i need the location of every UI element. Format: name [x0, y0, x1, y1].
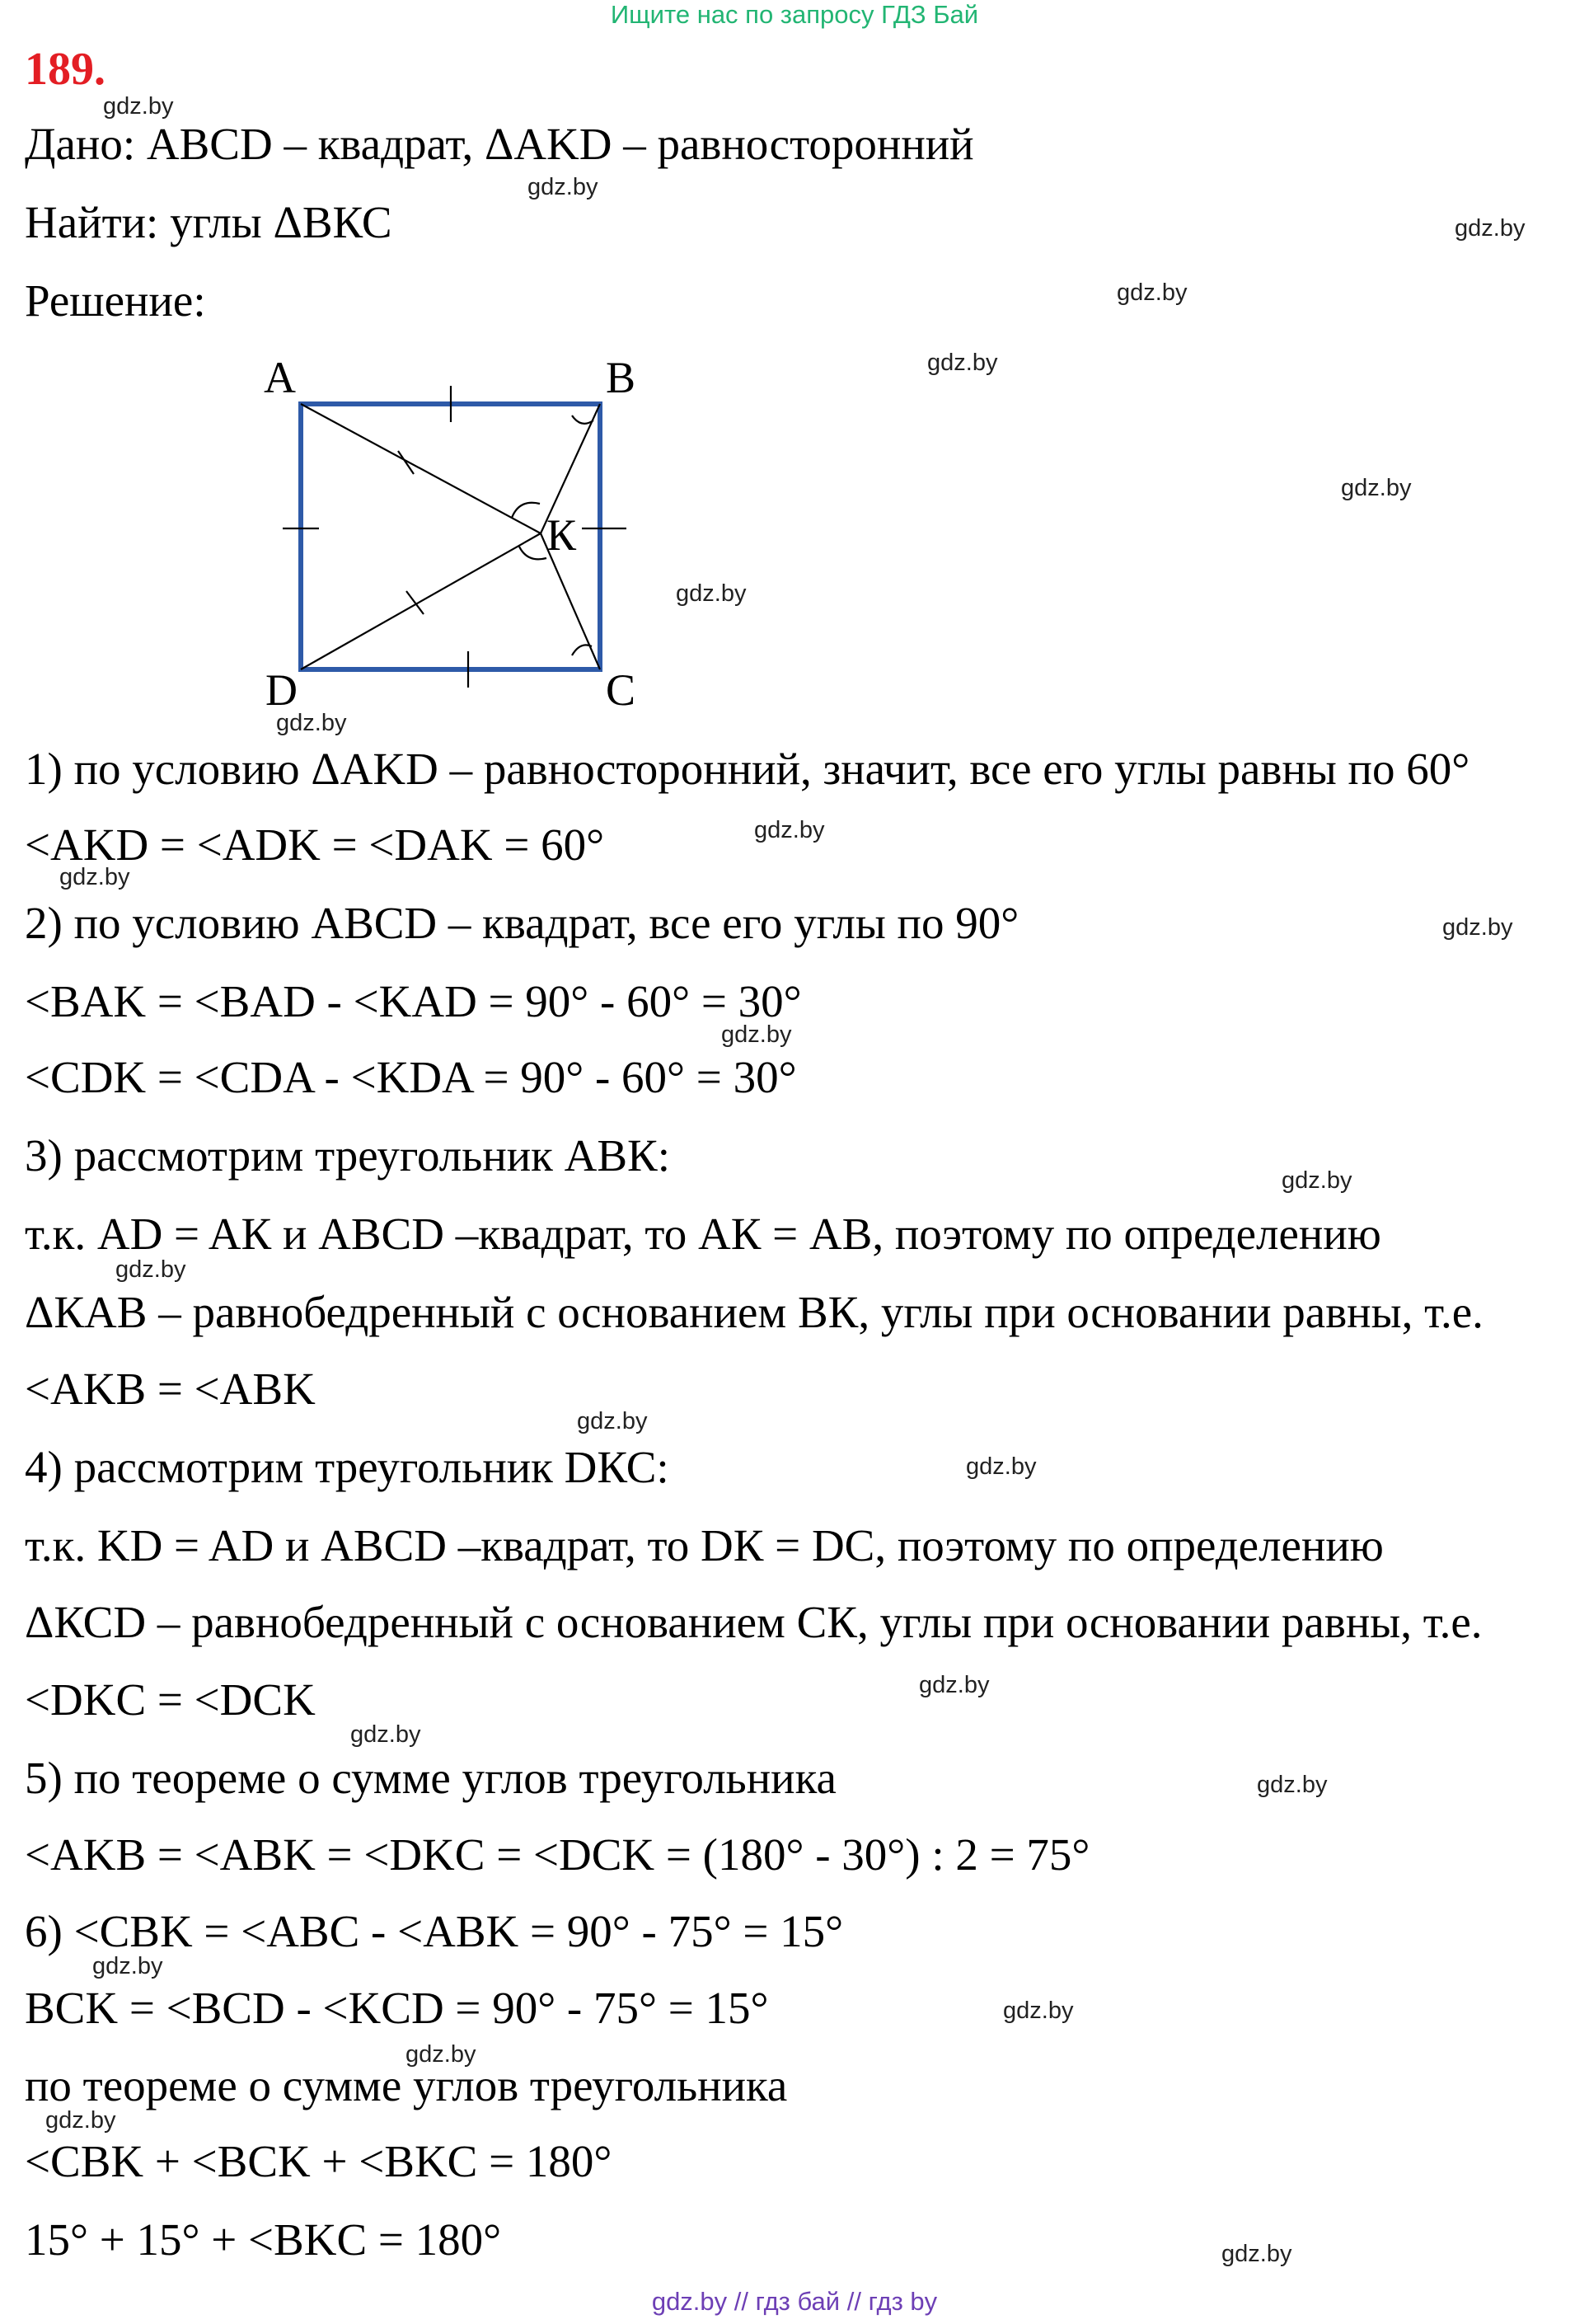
top-banner[interactable]: Ищите нас по запросу ГДЗ Бай	[610, 0, 979, 29]
watermark: gdz.by	[1282, 1167, 1352, 1194]
tick-dk	[406, 591, 424, 614]
given-line: Дано: ABCD – квадрат, ΔAKD – равносторонний	[25, 119, 974, 169]
watermark: gdz.by	[103, 93, 174, 120]
watermark: gdz.by	[276, 710, 347, 736]
watermark: gdz.by	[919, 1672, 990, 1698]
vertex-label-d: D	[265, 665, 298, 715]
angle-dck-arc	[572, 645, 592, 655]
watermark: gdz.by	[1221, 2241, 1292, 2267]
vertex-label-b: B	[606, 353, 636, 402]
step-line: <AKB = <ABK = <DKC = <DCK = (180° - 30°) : 2 = 75°	[25, 1829, 1090, 1880]
watermark: gdz.by	[1341, 475, 1412, 501]
watermark: gdz.by	[754, 817, 825, 843]
watermark: gdz.by	[966, 1453, 1037, 1480]
watermark: gdz.by	[45, 2107, 116, 2134]
step-line: ΔКАВ – равнобедренный с основанием ВК, углы при основании равны, т.е.	[25, 1287, 1484, 1337]
step-line: <AKB = <ABK	[25, 1364, 316, 1414]
footer-separator: //	[734, 2287, 749, 2316]
segment-ak	[301, 404, 541, 533]
watermark: gdz.by	[527, 174, 598, 200]
step-line: 15° + 15° + <BKC = 180°	[25, 2214, 502, 2265]
step-line: по теореме о сумме углов треугольника	[25, 2060, 788, 2110]
watermark: gdz.by	[350, 1721, 421, 1748]
step-line: 2) по условию ABCD – квадрат, все его углы по 90°	[25, 898, 1019, 948]
step-line: <CDK = <CDA - <KDA = 90° - 60° = 30°	[25, 1052, 797, 1102]
step-line: <BAK = <BAD - <KAD = 90° - 60° = 30°	[25, 976, 802, 1026]
step-line: 6) <CBK = <ABC - <ABK = 90° - 75° = 15°	[25, 1906, 844, 1956]
watermark: gdz.by	[1003, 1998, 1074, 2024]
watermark: gdz.by	[59, 864, 130, 890]
footer-link-gdz-by[interactable]: gdz.by	[651, 2287, 728, 2316]
angle-abk-arc	[572, 416, 593, 424]
step-line: <DKC = <DCK	[25, 1674, 316, 1725]
step-line: <AKD = <ADK = <DAK = 60°	[25, 819, 605, 870]
step-line: т.к. AD = AК и ABCD –квадрат, то AК = AB, поэтому по определению	[25, 1209, 1381, 1259]
angle-dkc-arc	[519, 547, 546, 559]
step-line: 5) по теореме о сумме углов треугольника	[25, 1753, 837, 1803]
problem-number: 189.	[25, 44, 105, 95]
footer-separator: //	[846, 2287, 861, 2316]
tick-ak	[398, 451, 414, 474]
step-line: 1) по условию ΔAKD – равносторонний, значит, все его углы равны по 60°	[25, 744, 1470, 794]
watermark: gdz.by	[92, 1953, 163, 1979]
watermark: gdz.by	[405, 2041, 476, 2068]
step-line: т.к. KD = AD и ABCD –квадрат, то DК = DC, поэтому по определению	[25, 1520, 1384, 1570]
solution-label: Решение:	[25, 275, 206, 326]
watermark: gdz.by	[927, 350, 998, 376]
find-line: Найти: углы ΔВКС	[25, 197, 392, 247]
vertex-label-c: C	[606, 665, 636, 715]
step-line: 3) рассмотрим треугольник АВК:	[25, 1130, 671, 1181]
watermark: gdz.by	[1117, 279, 1188, 306]
angle-akb-arc	[512, 503, 540, 518]
watermark: gdz.by	[577, 1408, 648, 1434]
footer-link-gdz-by-mixed[interactable]: гдз by	[868, 2287, 938, 2316]
footer-link-gdz-bai[interactable]: гдз бай	[755, 2287, 841, 2316]
step-line: ΔКСD – равнобедренный с основанием СК, углы при основании равны, т.е.	[25, 1597, 1483, 1647]
segment-dk	[301, 533, 541, 669]
vertex-label-a: A	[264, 353, 296, 402]
watermark: gdz.by	[676, 580, 747, 607]
watermark: gdz.by	[1455, 215, 1526, 242]
step-line: <CBK + <BCK + <BKC = 180°	[25, 2136, 612, 2186]
step-line: 4) рассмотрим треугольник DКС:	[25, 1442, 669, 1492]
vertex-label-k: К	[546, 510, 577, 560]
watermark: gdz.by	[115, 1256, 186, 1283]
step-line: BCK = <BCD - <KCD = 90° - 75° = 15°	[25, 1983, 769, 2033]
watermark: gdz.by	[721, 1021, 792, 1048]
watermark: gdz.by	[1442, 914, 1513, 941]
watermark: gdz.by	[1257, 1772, 1328, 1798]
footer-links	[0, 2287, 1589, 2317]
